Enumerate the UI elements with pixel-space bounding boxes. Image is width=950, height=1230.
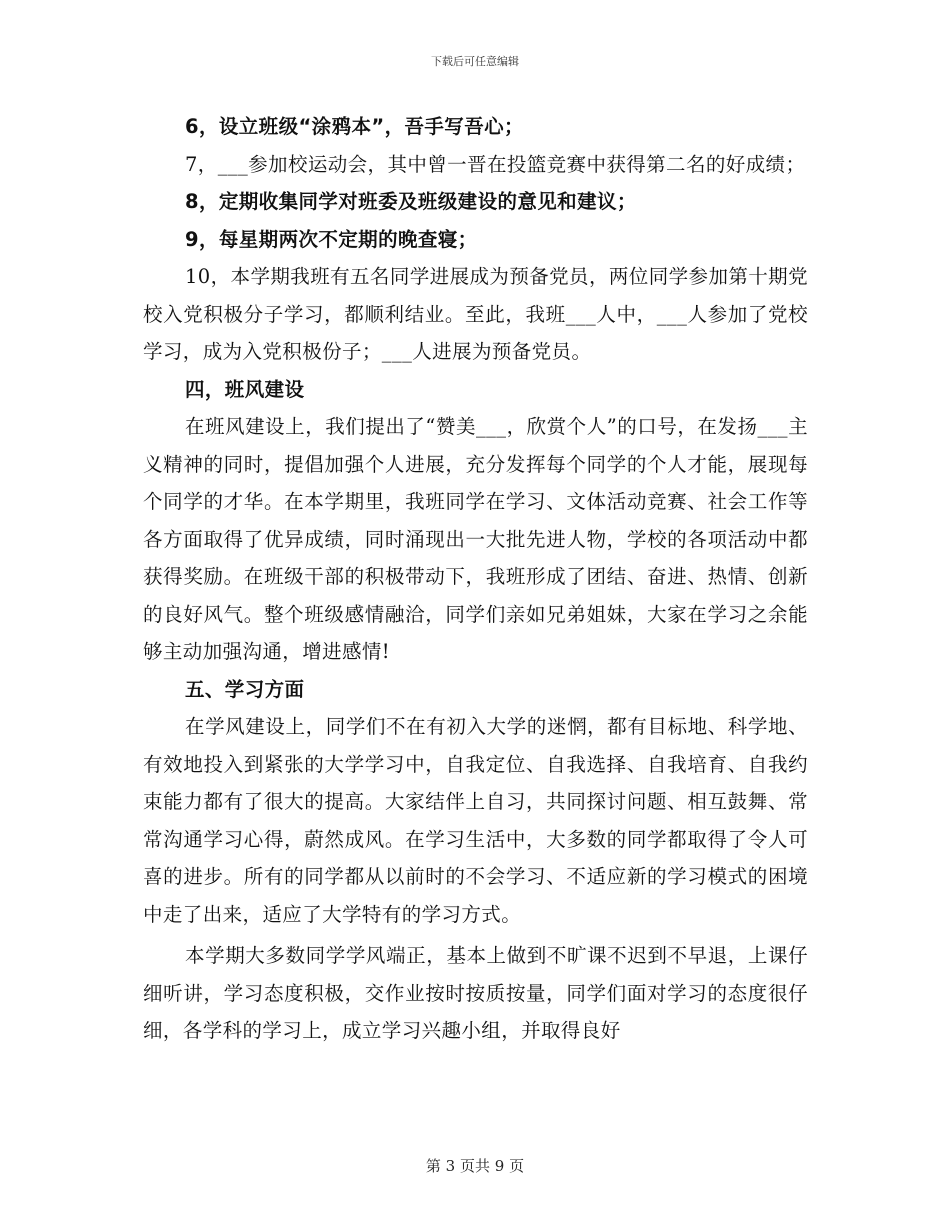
list-item-6: 6，设立班级“涂鸦本”，吾手写吾心； (185, 115, 524, 138)
paragraph-class-style: 在班风建设上，我们提出了“赞美___，欣赏个人”的口号，在发扬___主义精神的同时，提倡加强个人进展，充分发挥每个同学的个人才能，展现每个同学的才华。在本学期里，我班同学在学习、文体活动竞赛、社会工作等各方面取得了优异成绩，同时涌现出一大批先进人物，学校的各项活动中都获得奖励。在班级干部的积极带动下，我班形成了团结、奋进、热情、创新的良好风气。整个班级感情融洽，同学们亲如兄弟姐妹，大家在学习之余能够主动加强沟通，增进感情! (143, 415, 808, 663)
page-footer: 第 3 页共 9 页 (425, 1157, 525, 1175)
document-body (143, 108, 808, 1050)
list-item-9: 9，每星期两次不定期的晚查寝； (185, 227, 478, 251)
page-header: 下载后可任意编辑 (431, 55, 519, 68)
list-item-7: 7，___参加校运动会，其中曾一晋在投篮竞赛中获得第二名的好成绩； (185, 152, 806, 176)
paragraph-study-1: 在学风建设上，同学们不在有初入大学的迷惘，都有目标地、科学地、有效地投入到紧张的大学学习中，自我定位、自我选择、自我培育、自我约束能力都有了很大的提高。大家结伴上自习，共同探讨问题、相互鼓舞、常常沟通学习心得，蔚然成风。在学习生活中，大多数的同学都取得了令人可喜的进步。所有的同学都从以前时的不会学习、不适应新的学习模式的困境中走了出来，适应了大学特有的学习方式。 (143, 715, 808, 926)
section-heading-class-style: 四，班风建设 (185, 377, 305, 401)
paragraph-study-2: 本学期大多数同学学风端正，基本上做到不旷课不迟到不早退，上课仔细听讲，学习态度积极，交作业按时按质按量，同学们面对学习的态度很仔细，各学科的学习上，成立学习兴趣小组，并取得良好 (143, 944, 808, 1042)
section-heading-study: 五、学习方面 (185, 677, 305, 701)
list-item-8: 8，定期收集同学对班委及班级建设的意见和建议； (185, 190, 637, 213)
list-item-10: 10，本学期我班有五名同学进展成为预备党员，两位同学参加第十期党校入党积极分子学习，都顺利结业。至此，我班___人中，___人参加了党校学习，成为入党积极份子；___人进展为预备党员。 (143, 265, 808, 363)
